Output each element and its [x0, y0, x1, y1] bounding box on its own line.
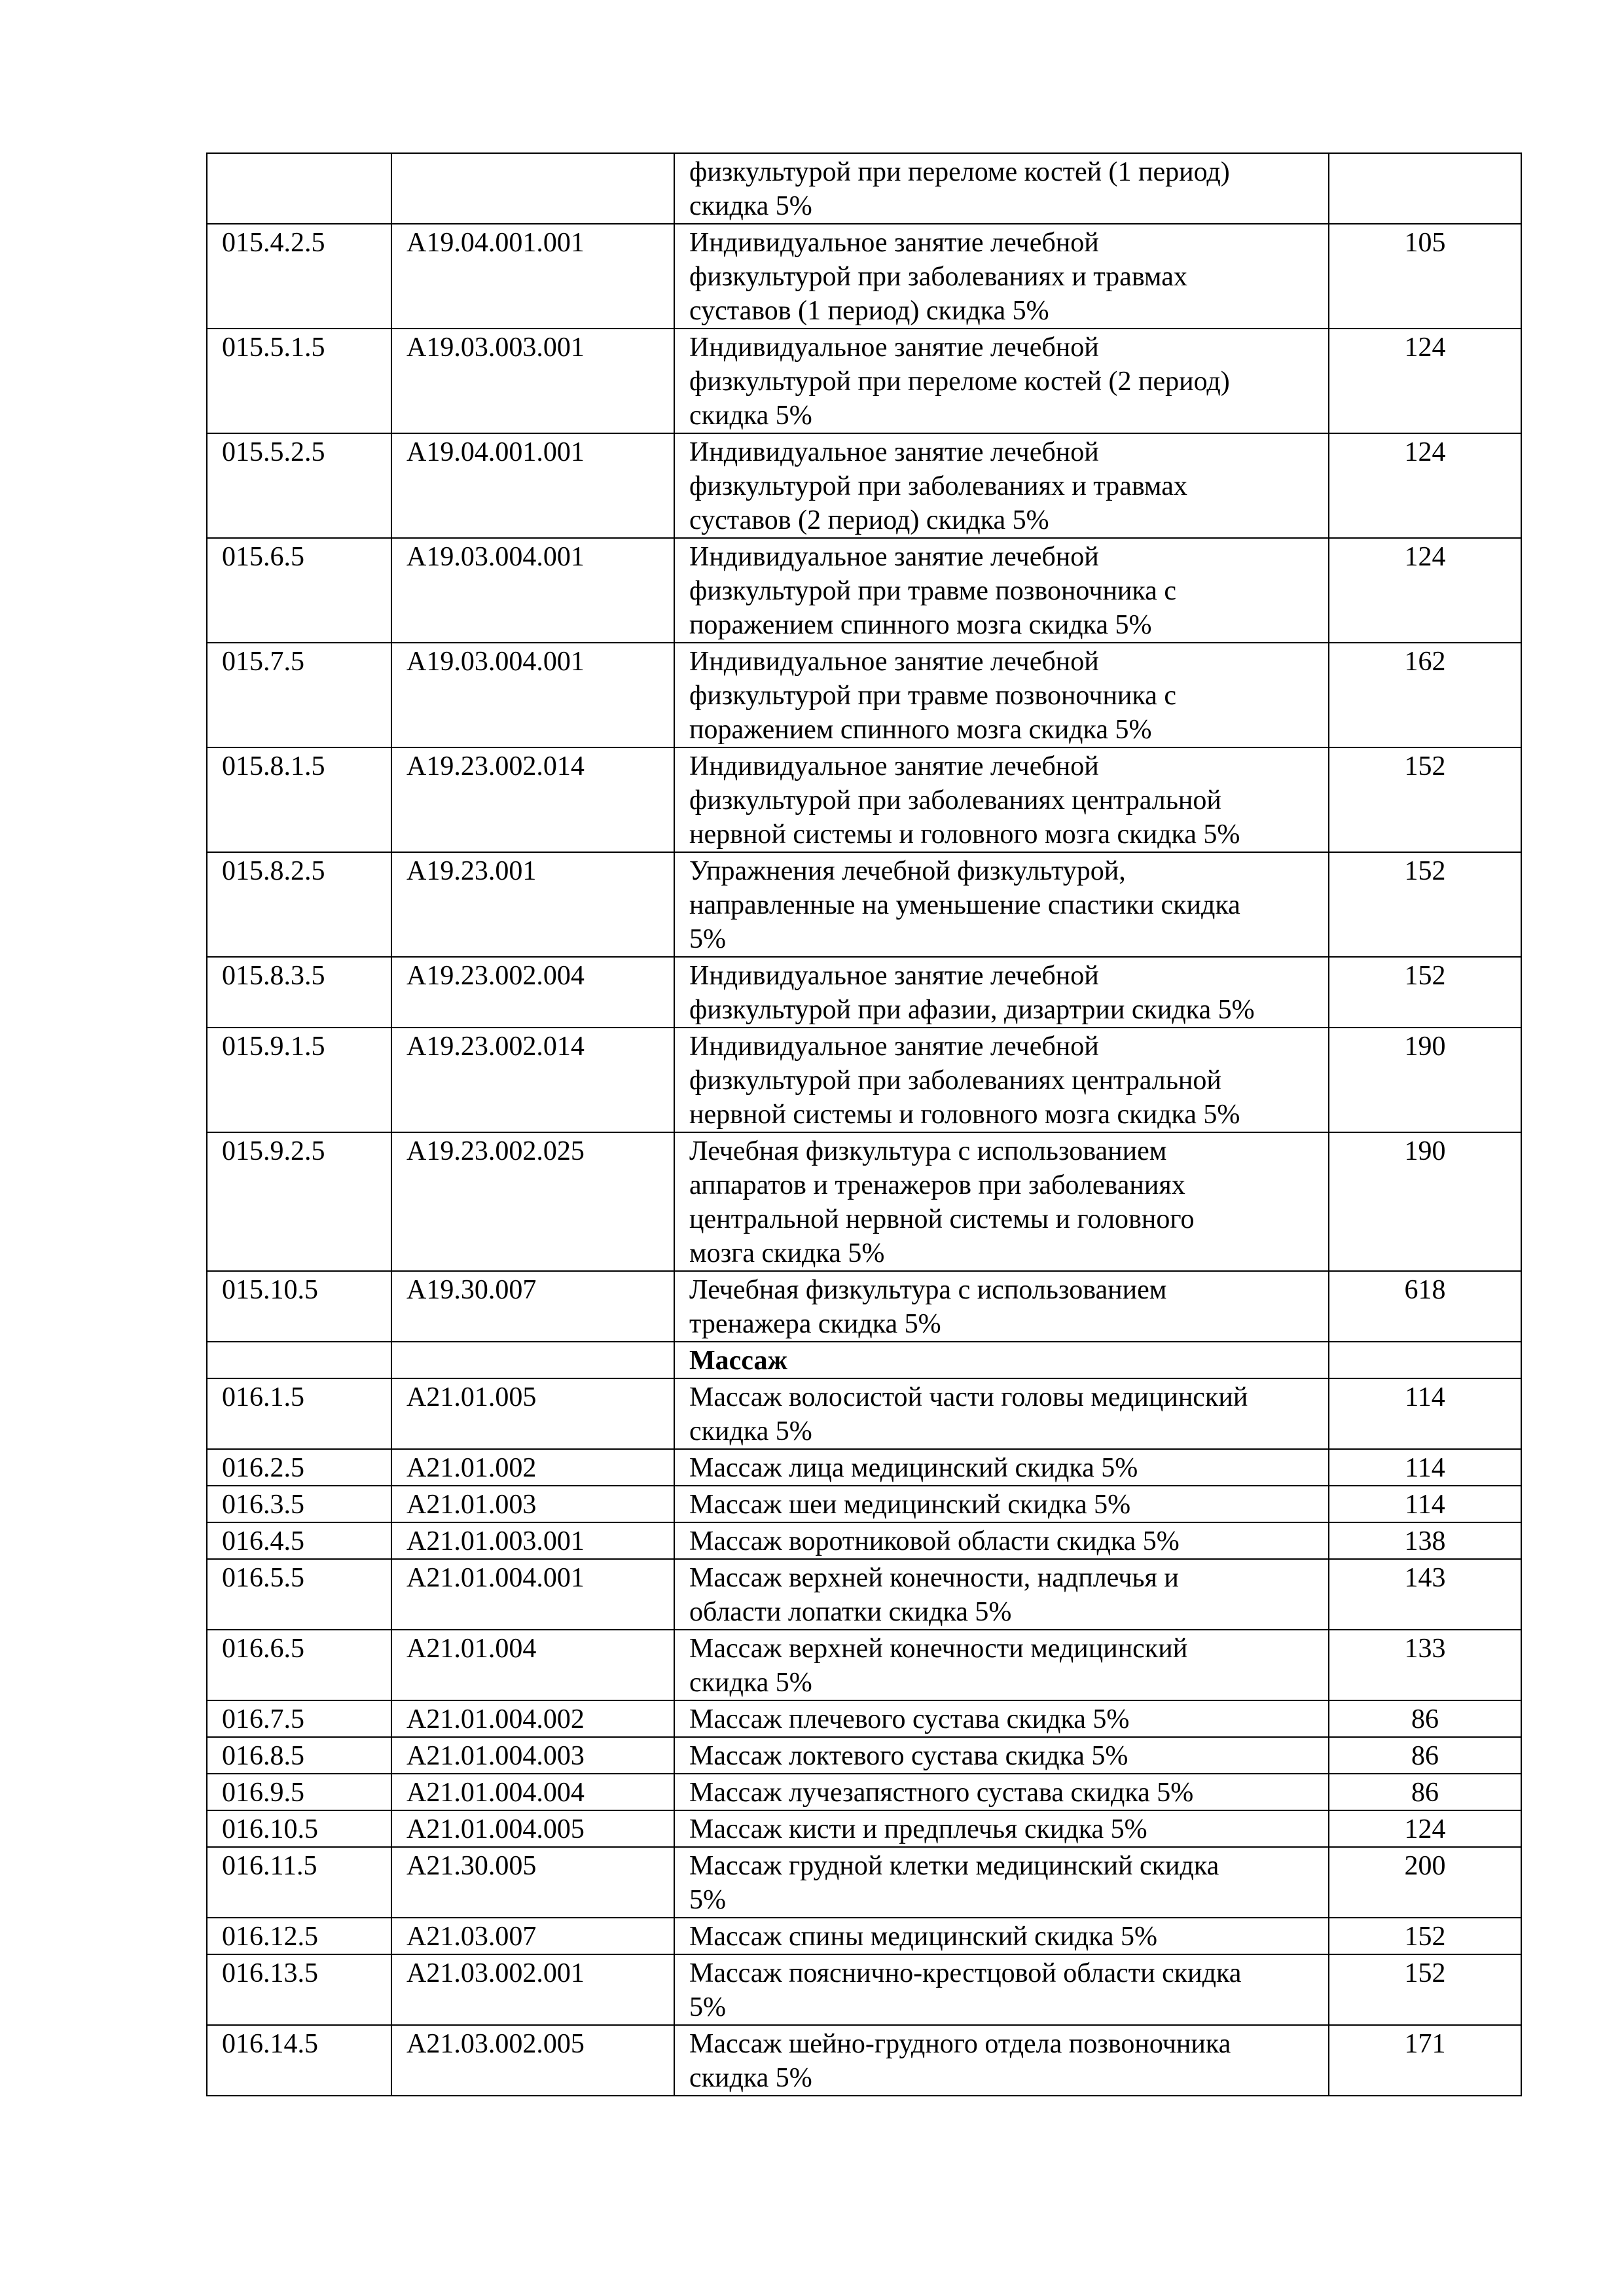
- service-number-cell: 015.5.1.5: [207, 329, 391, 433]
- service-code-cell: A21.01.005: [391, 1378, 674, 1449]
- service-code-cell: A21.01.004.002: [391, 1700, 674, 1737]
- price-cell: 114: [1329, 1486, 1521, 1522]
- service-code-cell: A21.01.004.003: [391, 1737, 674, 1774]
- price-cell: 86: [1329, 1774, 1521, 1810]
- service-number-cell: 015.6.5: [207, 538, 391, 643]
- price-cell: 152: [1329, 747, 1521, 852]
- service-number-cell: 016.13.5: [207, 1954, 391, 2025]
- price-cell: 152: [1329, 1954, 1521, 2025]
- service-number-cell: 016.8.5: [207, 1737, 391, 1774]
- table-row: [207, 1918, 1521, 1954]
- price-cell: 124: [1329, 1810, 1521, 1847]
- table-row: [207, 1522, 1521, 1559]
- table-row: [207, 1132, 1521, 1271]
- price-cell: 138: [1329, 1522, 1521, 1559]
- service-name-cell: Индивидуальное занятие лечебной физкультурой при афазии, дизартрии скидка 5%: [674, 957, 1329, 1028]
- price-cell: 152: [1329, 1918, 1521, 1954]
- table-row: [207, 1378, 1521, 1449]
- section-heading-cell: Массаж: [674, 1342, 1329, 1378]
- service-code-cell: A19.23.001: [391, 852, 674, 957]
- table-row: [207, 1700, 1521, 1737]
- service-code-cell: A21.01.004.004: [391, 1774, 674, 1810]
- service-name-cell: Индивидуальное занятие лечебной физкультурой при травме позвоночника с поражением спинного мозга скидка 5%: [674, 538, 1329, 643]
- service-name-cell: Массаж спины медицинский скидка 5%: [674, 1918, 1329, 1954]
- service-code-cell: A19.23.002.014: [391, 747, 674, 852]
- price-cell: [1329, 1342, 1521, 1378]
- service-code-cell: A21.01.003: [391, 1486, 674, 1522]
- service-name-cell: Массаж верхней конечности, надплечья и области лопатки скидка 5%: [674, 1559, 1329, 1630]
- table-row: [207, 1486, 1521, 1522]
- service-code-cell: A21.01.002: [391, 1449, 674, 1486]
- service-code-cell: A19.04.001.001: [391, 433, 674, 538]
- service-name-cell: Массаж грудной клетки медицинский скидка 5%: [674, 1847, 1329, 1918]
- service-name-cell: Массаж воротниковой области скидка 5%: [674, 1522, 1329, 1559]
- service-name-cell: Индивидуальное занятие лечебной физкультурой при заболеваниях и травмах суставов (1 период) скидка 5%: [674, 224, 1329, 329]
- table-row: [207, 433, 1521, 538]
- service-number-cell: 015.8.1.5: [207, 747, 391, 852]
- service-number-cell: 016.12.5: [207, 1918, 391, 1954]
- service-name-cell: Массаж шейно-грудного отдела позвоночника скидка 5%: [674, 2025, 1329, 2096]
- price-cell: 124: [1329, 329, 1521, 433]
- price-cell: 124: [1329, 433, 1521, 538]
- service-code-cell: A19.23.002.025: [391, 1132, 674, 1271]
- service-name-cell: Массаж кисти и предплечья скидка 5%: [674, 1810, 1329, 1847]
- service-code-cell: A21.30.005: [391, 1847, 674, 1918]
- table-row: [207, 747, 1521, 852]
- service-name-cell: физкультурой при переломе костей (1 период) скидка 5%: [674, 153, 1329, 224]
- table-row: [207, 1271, 1521, 1342]
- service-code-cell: A19.23.002.004: [391, 957, 674, 1028]
- service-number-cell: 015.9.2.5: [207, 1132, 391, 1271]
- price-cell: 190: [1329, 1028, 1521, 1132]
- service-name-cell: Массаж верхней конечности медицинский скидка 5%: [674, 1630, 1329, 1700]
- service-name-cell: Индивидуальное занятие лечебной физкультурой при травме позвоночника с поражением спинного мозга скидка 5%: [674, 643, 1329, 747]
- table-row: [207, 224, 1521, 329]
- price-cell: [1329, 153, 1521, 224]
- service-number-cell: 016.10.5: [207, 1810, 391, 1847]
- service-number-cell: 015.10.5: [207, 1271, 391, 1342]
- service-number-cell: 015.7.5: [207, 643, 391, 747]
- service-code-cell: A21.01.004: [391, 1630, 674, 1700]
- table-row: [207, 1630, 1521, 1700]
- table-row: [207, 2025, 1521, 2096]
- price-cell: 152: [1329, 957, 1521, 1028]
- service-code-cell: [391, 1342, 674, 1378]
- price-table: [206, 152, 1522, 2096]
- service-name-cell: Массаж шеи медицинский скидка 5%: [674, 1486, 1329, 1522]
- price-cell: 143: [1329, 1559, 1521, 1630]
- service-name-cell: Массаж локтевого сустава скидка 5%: [674, 1737, 1329, 1774]
- service-code-cell: A19.03.003.001: [391, 329, 674, 433]
- service-name-cell: Индивидуальное занятие лечебной физкультурой при переломе костей (2 период) скидка 5%: [674, 329, 1329, 433]
- price-cell: 152: [1329, 852, 1521, 957]
- table-row: [207, 329, 1521, 433]
- service-code-cell: A21.01.003.001: [391, 1522, 674, 1559]
- service-code-cell: [391, 153, 674, 224]
- service-number-cell: 015.4.2.5: [207, 224, 391, 329]
- service-code-cell: A21.03.007: [391, 1918, 674, 1954]
- service-name-cell: Лечебная физкультура с использованием тренажера скидка 5%: [674, 1271, 1329, 1342]
- price-cell: 190: [1329, 1132, 1521, 1271]
- service-code-cell: A21.01.004.001: [391, 1559, 674, 1630]
- table-row: [207, 643, 1521, 747]
- table-row: [207, 1559, 1521, 1630]
- price-cell: 618: [1329, 1271, 1521, 1342]
- service-name-cell: Упражнения лечебной физкультурой, направленные на уменьшение спастики скидка 5%: [674, 852, 1329, 957]
- service-code-cell: A19.23.002.014: [391, 1028, 674, 1132]
- service-number-cell: [207, 1342, 391, 1378]
- table-row: [207, 1774, 1521, 1810]
- price-cell: 171: [1329, 2025, 1521, 2096]
- service-number-cell: 016.9.5: [207, 1774, 391, 1810]
- table-row: [207, 538, 1521, 643]
- service-name-cell: Массаж лучезапястного сустава скидка 5%: [674, 1774, 1329, 1810]
- service-number-cell: [207, 153, 391, 224]
- table-row: [207, 957, 1521, 1028]
- service-name-cell: Массаж пояснично-крестцовой области скидка 5%: [674, 1954, 1329, 2025]
- service-code-cell: A19.03.004.001: [391, 538, 674, 643]
- service-name-cell: Индивидуальное занятие лечебной физкультурой при заболеваниях центральной нервной системы и головного мозга скидка 5%: [674, 747, 1329, 852]
- service-code-cell: A21.01.004.005: [391, 1810, 674, 1847]
- price-cell: 86: [1329, 1700, 1521, 1737]
- service-number-cell: 016.6.5: [207, 1630, 391, 1700]
- service-number-cell: 016.5.5: [207, 1559, 391, 1630]
- service-number-cell: 016.3.5: [207, 1486, 391, 1522]
- service-code-cell: A19.30.007: [391, 1271, 674, 1342]
- service-code-cell: A19.03.004.001: [391, 643, 674, 747]
- price-cell: 200: [1329, 1847, 1521, 1918]
- table-row: [207, 852, 1521, 957]
- service-code-cell: A19.04.001.001: [391, 224, 674, 329]
- service-number-cell: 015.5.2.5: [207, 433, 391, 538]
- service-number-cell: 016.4.5: [207, 1522, 391, 1559]
- price-cell: 114: [1329, 1378, 1521, 1449]
- service-name-cell: Массаж плечевого сустава скидка 5%: [674, 1700, 1329, 1737]
- service-code-cell: A21.03.002.005: [391, 2025, 674, 2096]
- price-cell: 86: [1329, 1737, 1521, 1774]
- service-number-cell: 016.7.5: [207, 1700, 391, 1737]
- table-row: [207, 1737, 1521, 1774]
- service-code-cell: A21.03.002.001: [391, 1954, 674, 2025]
- service-name-cell: Массаж лица медицинский скидка 5%: [674, 1449, 1329, 1486]
- price-cell: 114: [1329, 1449, 1521, 1486]
- service-number-cell: 015.8.2.5: [207, 852, 391, 957]
- service-number-cell: 015.8.3.5: [207, 957, 391, 1028]
- service-number-cell: 016.1.5: [207, 1378, 391, 1449]
- service-name-cell: Индивидуальное занятие лечебной физкультурой при заболеваниях и травмах суставов (2 период) скидка 5%: [674, 433, 1329, 538]
- service-number-cell: 016.2.5: [207, 1449, 391, 1486]
- service-name-cell: Индивидуальное занятие лечебной физкультурой при заболеваниях центральной нервной системы и головного мозга скидка 5%: [674, 1028, 1329, 1132]
- table-row: [207, 1810, 1521, 1847]
- table-row: [207, 1449, 1521, 1486]
- price-cell: 124: [1329, 538, 1521, 643]
- table-row: [207, 153, 1521, 224]
- table-row: [207, 1847, 1521, 1918]
- service-name-cell: Лечебная физкультура с использованием аппаратов и тренажеров при заболеваниях центральной нервной системы и головного мозга скидка 5%: [674, 1132, 1329, 1271]
- price-cell: 162: [1329, 643, 1521, 747]
- table-row: [207, 1028, 1521, 1132]
- service-name-cell: Массаж волосистой части головы медицинский скидка 5%: [674, 1378, 1329, 1449]
- price-table-body: [207, 153, 1521, 2096]
- price-cell: 133: [1329, 1630, 1521, 1700]
- service-number-cell: 016.14.5: [207, 2025, 391, 2096]
- service-number-cell: 015.9.1.5: [207, 1028, 391, 1132]
- table-row: [207, 1954, 1521, 2025]
- service-number-cell: 016.11.5: [207, 1847, 391, 1918]
- section-heading-row: [207, 1342, 1521, 1378]
- price-cell: 105: [1329, 224, 1521, 329]
